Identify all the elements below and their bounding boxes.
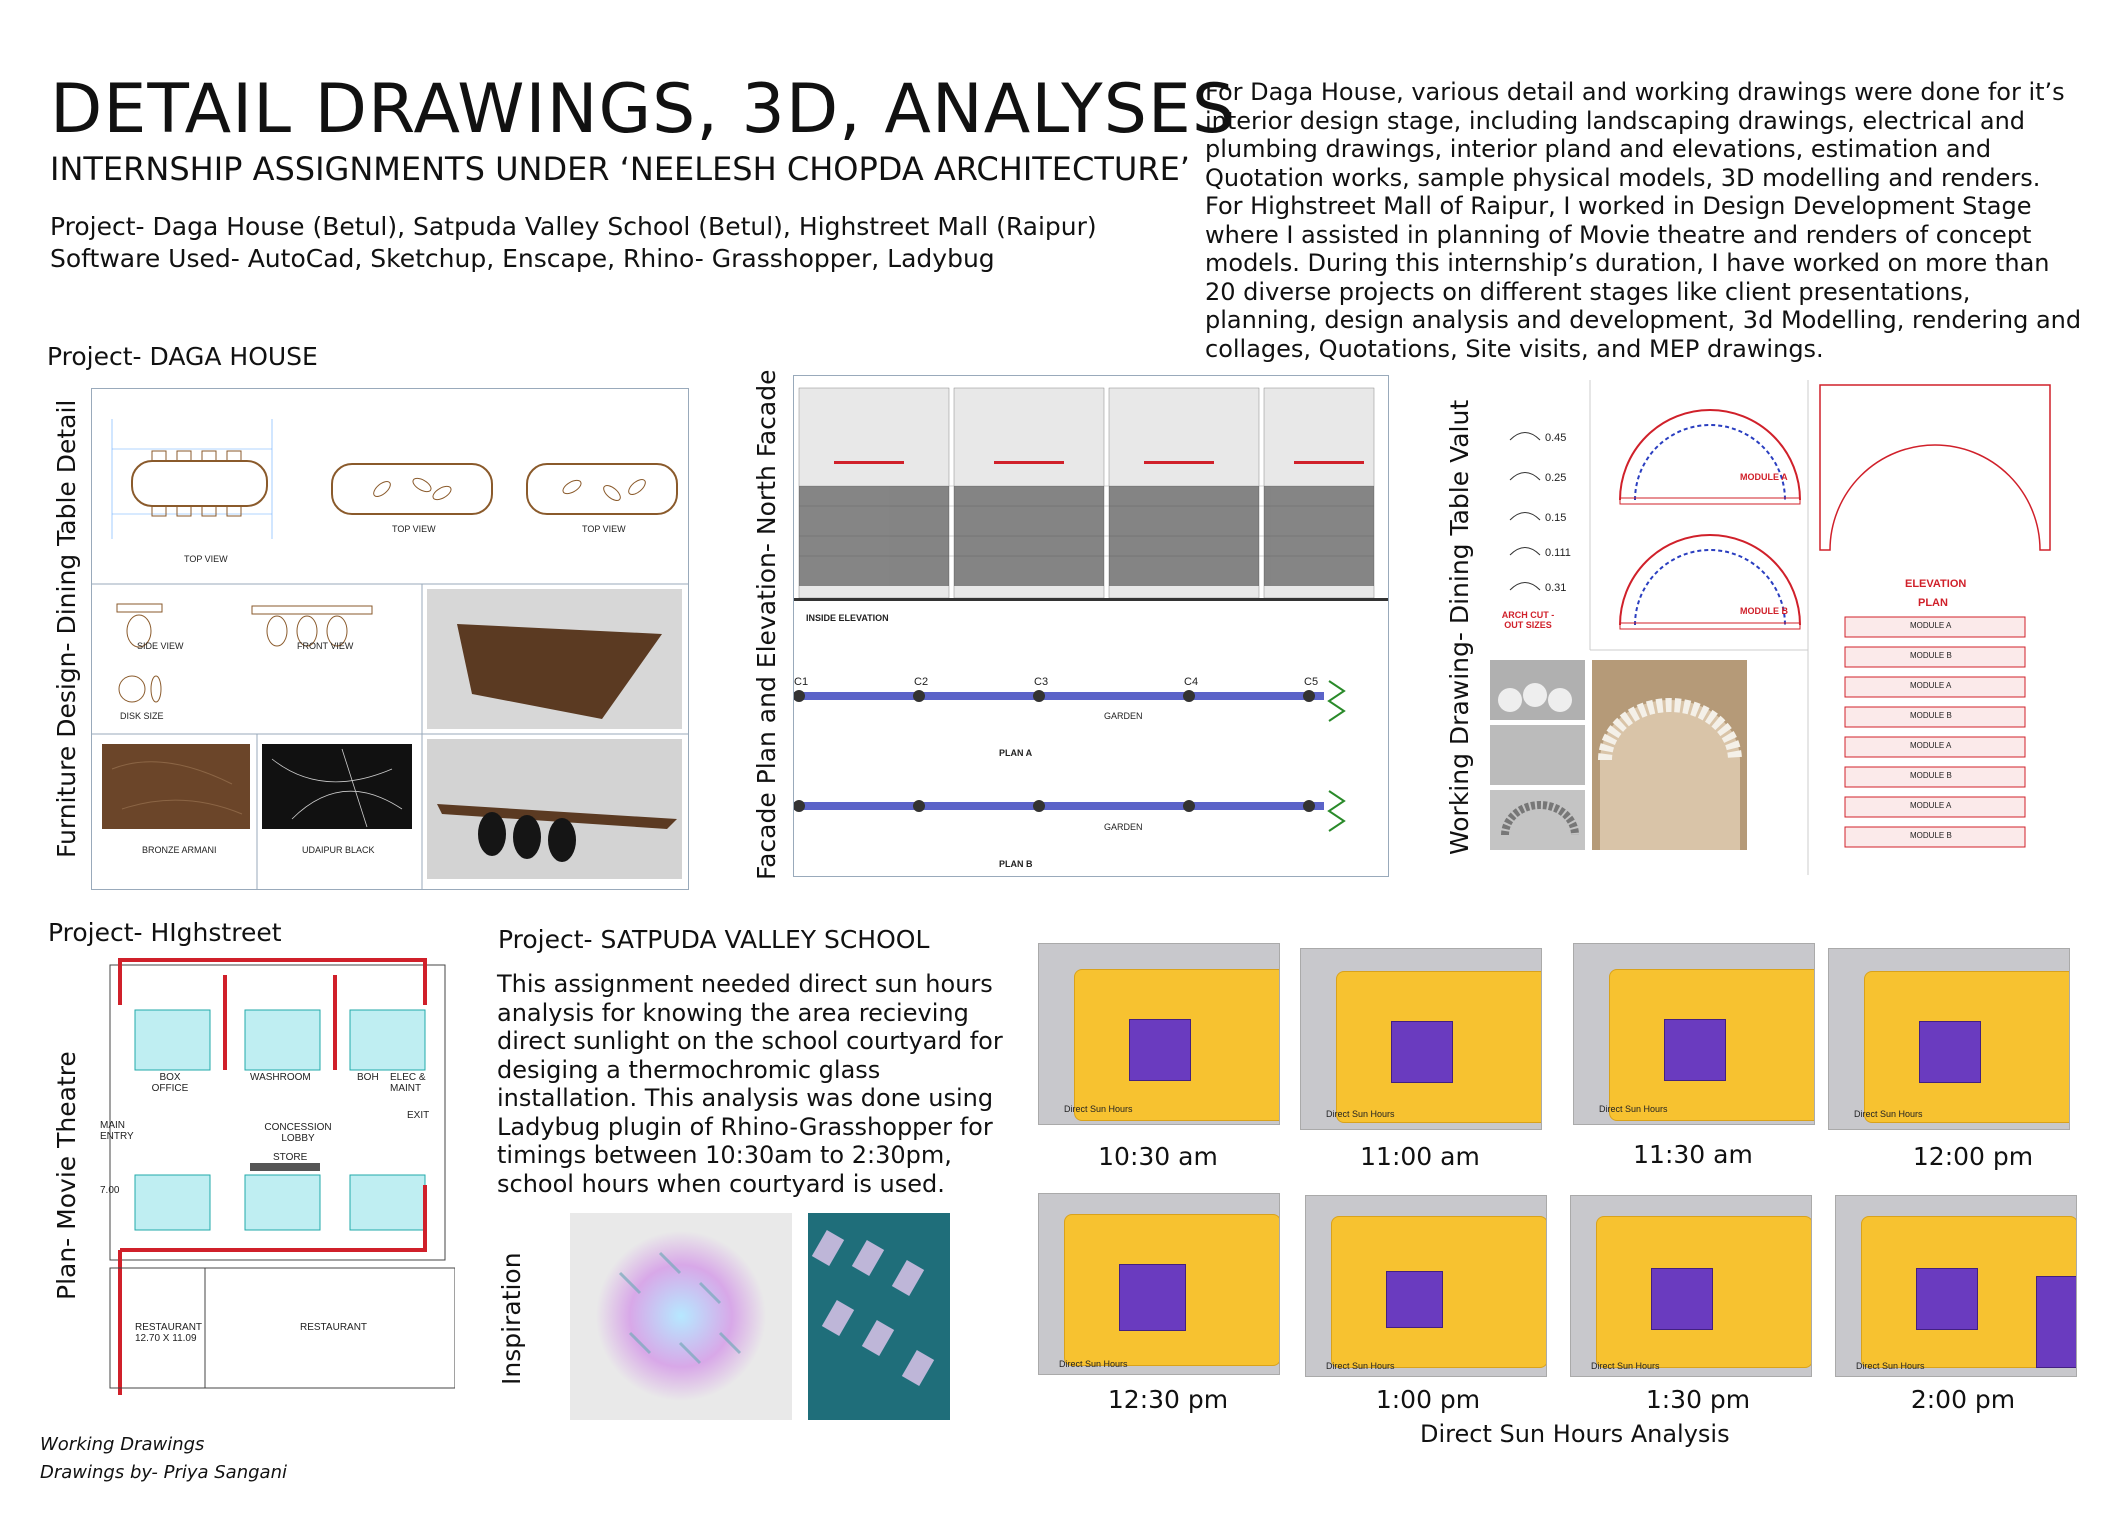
satpuda-heading: Project- SATPUDA VALLEY SCHOOL	[498, 925, 930, 954]
col-c1: C1	[794, 676, 809, 688]
label-garden-2: GARDEN	[1104, 822, 1143, 832]
room-restaurant-1: RESTAURANT 12.70 X 11.09	[135, 1322, 202, 1344]
room-washroom: WASHROOM	[250, 1072, 311, 1083]
sun-analysis-100	[1305, 1195, 1547, 1377]
movie-theatre-plan	[95, 950, 455, 1405]
label-plan-a: PLAN A	[999, 748, 1033, 758]
time-1230: 12:30 pm	[1107, 1385, 1229, 1414]
vault-sheet	[1490, 380, 2085, 875]
vault-drawing	[1490, 380, 2085, 875]
dim-700: 7.00	[100, 1185, 120, 1196]
sun-tag-7: Direct Sun Hours	[1591, 1361, 1660, 1371]
sun-analysis-1100	[1300, 948, 1542, 1130]
time-1100: 11:00 am	[1360, 1142, 1480, 1171]
sun-tag-3: Direct Sun Hours	[1599, 1104, 1668, 1114]
label-arch-cut: ARCH CUT -OUT SIZES	[1501, 610, 1555, 630]
room-store: STORE	[273, 1152, 308, 1163]
label-top-view-3: TOP VIEW	[582, 524, 626, 534]
sun-tag-2: Direct Sun Hours	[1326, 1109, 1395, 1119]
label-elevation: ELEVATION	[1905, 578, 1967, 590]
furniture-drawing	[92, 389, 688, 889]
daga-heading: Project- DAGA HOUSE	[47, 342, 318, 371]
plan-module-4: MODULE B	[1910, 711, 1952, 720]
material-bronze: BRONZE ARMANI	[142, 845, 217, 855]
label-disk-size: DISK SIZE	[120, 711, 164, 721]
vault-label: Working Drawing- Dining Table Valut	[1445, 399, 1474, 855]
sun-hours-caption: Direct Sun Hours Analysis	[1420, 1420, 1730, 1448]
time-130: 1:30 pm	[1645, 1385, 1751, 1414]
dim-045: 0.45	[1545, 432, 1567, 444]
label-garden-1: GARDEN	[1104, 711, 1143, 721]
facade-drawing	[794, 376, 1388, 876]
inspiration-image-1	[570, 1213, 792, 1420]
col-c5: C5	[1304, 676, 1319, 688]
dim-031: 0.31	[1545, 582, 1567, 594]
sun-tag-6: Direct Sun Hours	[1326, 1361, 1395, 1371]
room-boh: BOH	[357, 1072, 379, 1083]
plan-module-6: MODULE B	[1910, 771, 1952, 780]
footer-credit: Drawings by- Priya Sangani	[40, 1462, 287, 1483]
label-module-a: MODULE A	[1740, 472, 1788, 482]
label-inside-elevation: INSIDE ELEVATION	[806, 613, 889, 623]
label-side-view: SIDE VIEW	[137, 641, 184, 651]
label-top-view-2: TOP VIEW	[392, 524, 436, 534]
material-udaipur: UDAIPUR BLACK	[302, 845, 375, 855]
col-c3: C3	[1034, 676, 1049, 688]
sun-analysis-130	[1570, 1195, 1812, 1377]
sun-analysis-200	[1835, 1195, 2077, 1377]
facade-label: Facade Plan and Elevation- North Facade	[752, 369, 781, 880]
time-1030: 10:30 am	[1098, 1142, 1218, 1171]
projects-line: Project- Daga House (Betul), Satpuda Valley School (Betul), Highstreet Mall (Raipur)	[50, 212, 1097, 241]
time-100: 1:00 pm	[1375, 1385, 1481, 1414]
furniture-sheet	[91, 388, 689, 890]
room-restaurant-2: RESTAURANT	[300, 1322, 368, 1333]
sun-tag-5: Direct Sun Hours	[1059, 1359, 1128, 1369]
satpuda-body: This assignment needed direct sun hours analysis for knowing the area recieving direct sunlight on the school courtyard for desiging a thermochromic glass installation. This analysis was done using Ladybug plugin of Rhino-Grasshopper for timings between 10:30am to 2:30pm, school hours when courtyard is used.	[497, 970, 1003, 1198]
page-subtitle: INTERNSHIP ASSIGNMENTS UNDER ‘NEELESH CHOPDA ARCHITECTURE’	[50, 150, 1190, 188]
label-top-view-1: TOP VIEW	[184, 554, 228, 564]
sun-analysis-1230	[1038, 1193, 1280, 1375]
label-plan-b: PLAN B	[999, 859, 1033, 869]
plan-module-1: MODULE A	[1910, 621, 1952, 630]
sun-analysis-1130	[1573, 943, 1815, 1125]
page-title: DETAIL DRAWINGS, 3D, ANALYSES	[50, 70, 1236, 149]
plan-module-8: MODULE B	[1910, 831, 1952, 840]
label-module-b: MODULE B	[1740, 606, 1788, 616]
furniture-label: Furniture Design- Dining Table Detail	[52, 399, 81, 858]
dim-015: 0.15	[1545, 512, 1567, 524]
dim-025: 0.25	[1545, 472, 1567, 484]
time-1200: 12:00 pm	[1912, 1142, 2034, 1171]
label-plan: PLAN	[1918, 597, 1948, 609]
sun-analysis-1030	[1038, 943, 1280, 1125]
sun-tag-1: Direct Sun Hours	[1064, 1104, 1133, 1114]
plan-module-2: MODULE B	[1910, 651, 1952, 660]
facade-sheet	[793, 375, 1389, 877]
dim-0111: 0.111	[1545, 547, 1571, 559]
description-paragraph: For Daga House, various detail and working drawings were done for it’s interior design stage, including landscaping drawings, electrical and plumbing drawings, interior pland and elevations, estimation and Quotation works, sample physical models, 3D modelling and renders. For Highstreet Mall of Raipur, I worked in Design Development Stage where I assisted in planning of Movie theatre and renders of concept models. During this internship’s duration, I have worked on more than 20 diverse projects on different stages like client presentations, planning, design analysis and development, 3d Modelling, rendering and collages, Quotations, Site visits, and MEP drawings.	[1205, 78, 2082, 363]
highstreet-heading: Project- HIghstreet	[48, 918, 282, 947]
room-box-office: BOX OFFICE	[151, 1072, 189, 1094]
software-line: Software Used- AutoCad, Sketchup, Enscape, Rhino- Grasshopper, Ladybug	[50, 244, 995, 273]
inspiration-label: Inspiration	[497, 1252, 526, 1385]
label-front-view: FRONT VIEW	[297, 641, 354, 651]
inspiration-panels	[808, 1213, 950, 1420]
plan-module-7: MODULE A	[1910, 801, 1952, 810]
plan-module-5: MODULE A	[1910, 741, 1952, 750]
room-main-entry: MAIN ENTRY	[100, 1120, 134, 1142]
room-lobby: CONCESSION LOBBY	[264, 1122, 332, 1144]
time-200: 2:00 pm	[1910, 1385, 2016, 1414]
plan-module-3: MODULE A	[1910, 681, 1952, 690]
room-elec: ELEC & MAINT	[390, 1072, 426, 1094]
sun-tag-4: Direct Sun Hours	[1854, 1109, 1923, 1119]
footer-working-drawings: Working Drawings	[40, 1434, 205, 1455]
plan-movie-theatre-label: Plan- Movie Theatre	[52, 1051, 81, 1300]
col-c4: C4	[1184, 676, 1199, 688]
room-exit: EXIT	[407, 1110, 430, 1121]
sun-tag-8: Direct Sun Hours	[1856, 1361, 1925, 1371]
col-c2: C2	[914, 676, 929, 688]
inspiration-sphere	[570, 1213, 792, 1420]
inspiration-image-2	[808, 1213, 950, 1420]
sun-analysis-1200	[1828, 948, 2070, 1130]
time-1130: 11:30 am	[1633, 1140, 1753, 1169]
